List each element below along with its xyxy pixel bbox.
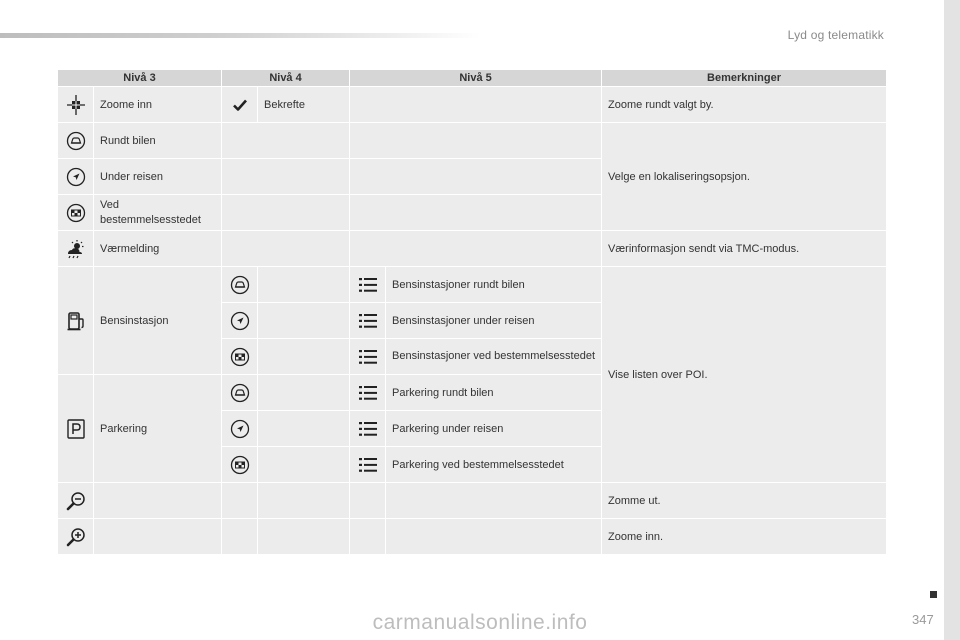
map-zoom-icon bbox=[58, 87, 94, 123]
column-header-level5: Nivå 5 bbox=[350, 70, 602, 87]
car-front-icon bbox=[58, 123, 94, 159]
column-header-level3: Nivå 3 bbox=[58, 70, 222, 87]
level4-confirm: Bekrefte bbox=[258, 87, 350, 123]
note-weather: Værinformasjon sendt via TMC-modus. bbox=[602, 231, 887, 267]
parking-icon bbox=[58, 375, 94, 483]
table-row bbox=[58, 267, 887, 303]
list-icon bbox=[350, 339, 386, 375]
level3-weather: Værmelding bbox=[94, 231, 222, 267]
level3-fuel: Bensinstasjon bbox=[94, 267, 222, 375]
weather-icon bbox=[58, 231, 94, 267]
checkmark-icon bbox=[222, 87, 258, 123]
table-header-row bbox=[58, 70, 887, 87]
level5-fuel-around-car: Bensinstasjoner rundt bilen bbox=[386, 267, 602, 303]
zoom-in-icon bbox=[58, 519, 94, 555]
level3-zoom-in: Zoome inn bbox=[94, 87, 222, 123]
navigation-arrow-icon bbox=[58, 159, 94, 195]
note-zoom-around-city: Zoome rundt valgt by. bbox=[602, 87, 887, 123]
list-icon bbox=[350, 267, 386, 303]
table-row bbox=[58, 123, 887, 159]
note-zoom-out: Zomme ut. bbox=[602, 483, 887, 519]
list-icon bbox=[350, 303, 386, 339]
header-decorative-bar bbox=[0, 33, 480, 38]
page-marker bbox=[930, 591, 937, 598]
navigation-arrow-icon bbox=[222, 411, 258, 447]
car-front-icon bbox=[222, 267, 258, 303]
car-front-icon bbox=[222, 375, 258, 411]
destination-flag-icon bbox=[222, 339, 258, 375]
column-header-level4: Nivå 4 bbox=[222, 70, 350, 87]
level5-parking-en-route: Parkering under reisen bbox=[386, 411, 602, 447]
fuel-pump-icon bbox=[58, 267, 94, 375]
level5-parking-at-destination: Parkering ved bestemmelsesstedet bbox=[386, 447, 602, 483]
table-row bbox=[58, 519, 887, 555]
level5-fuel-en-route: Bensinstasjoner under reisen bbox=[386, 303, 602, 339]
level3-at-destination: Ved bestemmelsesstedet bbox=[94, 195, 222, 231]
level5-parking-around-car: Parkering rundt bilen bbox=[386, 375, 602, 411]
section-title: Lyd og telematikk bbox=[787, 28, 884, 42]
level3-en-route: Under reisen bbox=[94, 159, 222, 195]
list-icon bbox=[350, 375, 386, 411]
column-header-notes: Bemerkninger bbox=[602, 70, 887, 87]
list-icon bbox=[350, 411, 386, 447]
note-location-option: Velge en lokaliseringsopsjon. bbox=[602, 123, 887, 231]
table-row bbox=[58, 483, 887, 519]
level3-parking: Parkering bbox=[94, 375, 222, 483]
list-icon bbox=[350, 447, 386, 483]
table-row bbox=[58, 231, 887, 267]
page-edge-bar bbox=[944, 0, 960, 640]
level3-around-car: Rundt bilen bbox=[94, 123, 222, 159]
table-row bbox=[58, 87, 887, 123]
destination-flag-icon bbox=[58, 195, 94, 231]
navigation-arrow-icon bbox=[222, 303, 258, 339]
zoom-out-icon bbox=[58, 483, 94, 519]
page-number: 347 bbox=[912, 612, 934, 627]
note-poi-list: Vise listen over POI. bbox=[602, 267, 887, 483]
watermark: carmanualsonline.info bbox=[372, 611, 588, 634]
menu-table bbox=[57, 69, 887, 555]
note-zoom-in: Zoome inn. bbox=[602, 519, 887, 555]
level5-fuel-at-destination: Bensinstasjoner ved bestemmelsesstedet bbox=[386, 339, 602, 375]
destination-flag-icon bbox=[222, 447, 258, 483]
